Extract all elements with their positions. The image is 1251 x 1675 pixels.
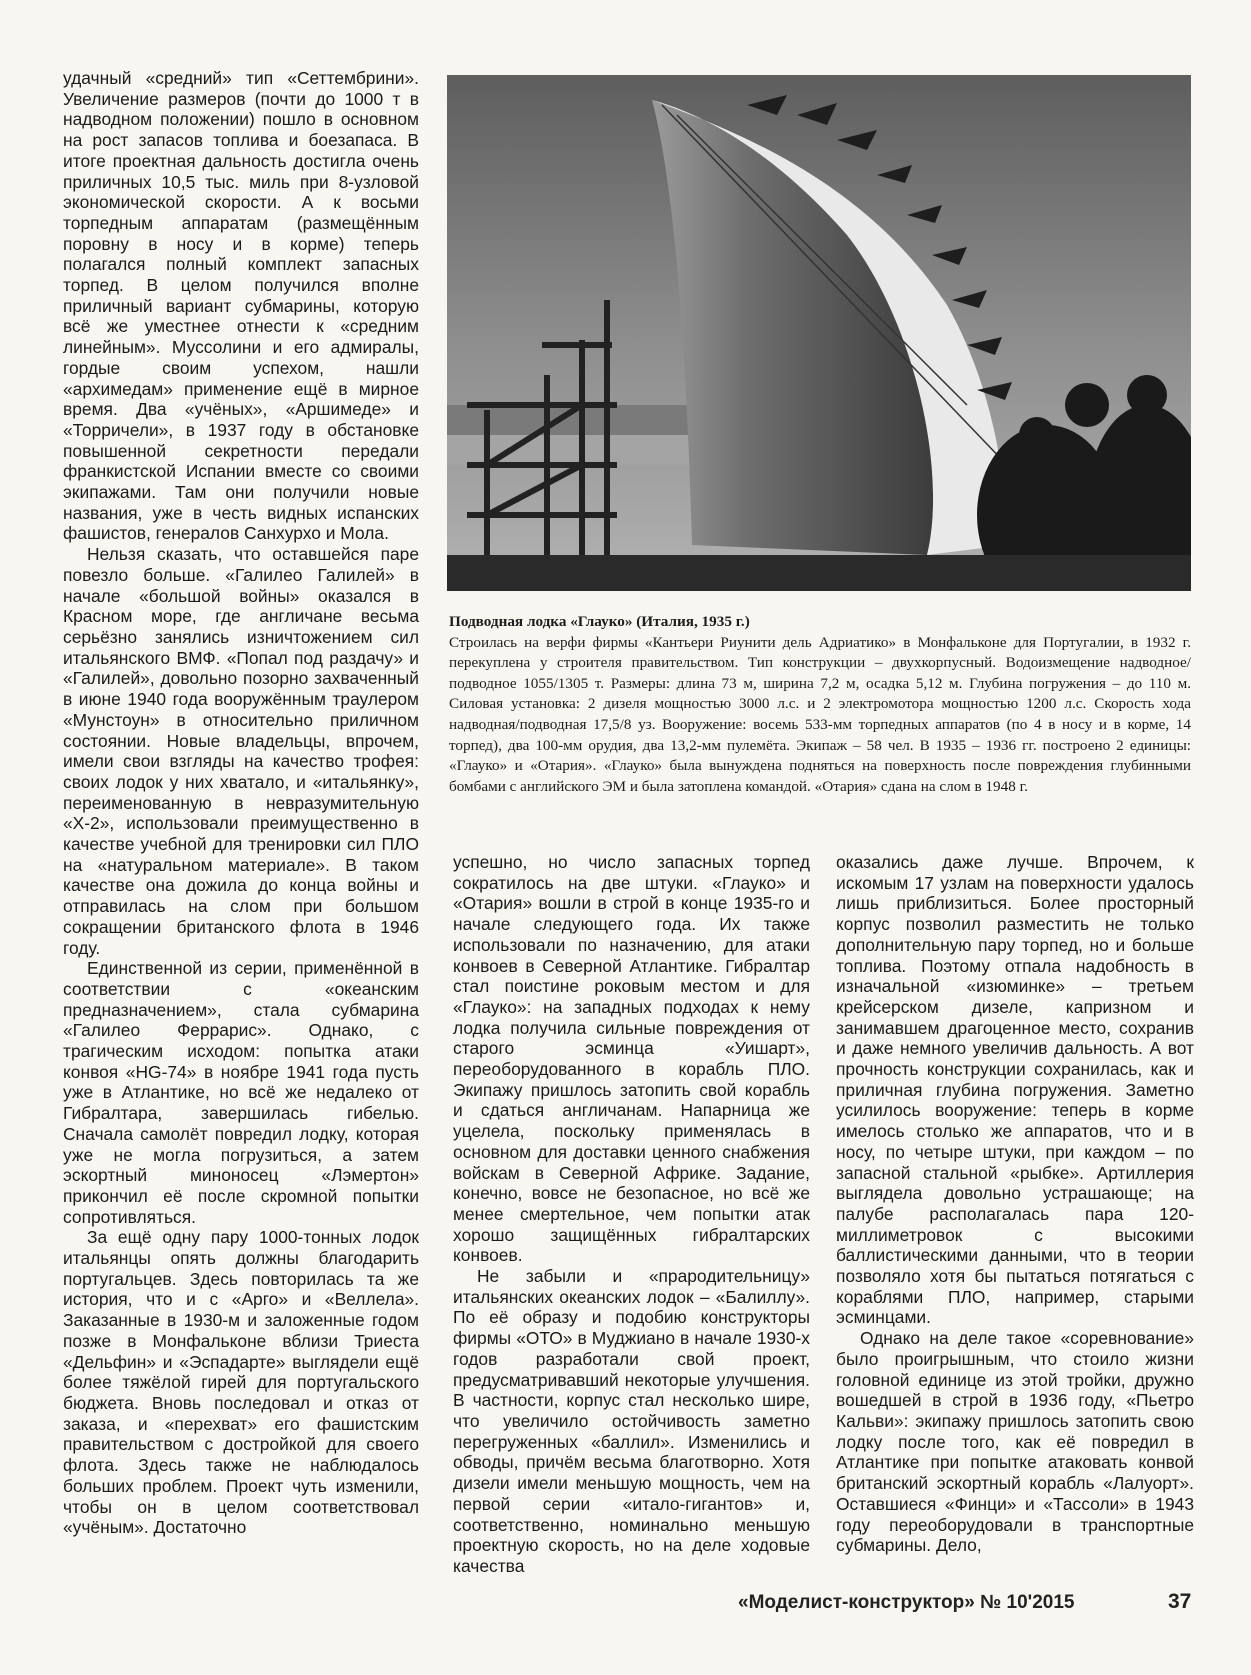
paragraph: Единственной из серии, применённой в соответствии с «океанским предназначением», стала субмарина «Галилео Феррарис». Однако, с трагическим исходом: попытка атаки конвоя «HG-74» в ноябре 1941 года пусть уже в Атлантике, но всё же недалеко от Гибралтара, завершилась гибелью. Сначала самолёт повредил лодку, которая уже не могла погрузиться, а затем эскортный миноносец «Лэмертон» прикончил её после скромной попытки сопротивляться. [63, 958, 419, 1227]
page-number: 37 [1168, 1590, 1192, 1613]
caption-text: Строилась на верфи фирмы «Кантьери Риунити дель Адриатико» в Монфальконе для Португалии, в 1932 г. перекуплена у строителя правительством. Тип конструкции – двухкорпусный. Водоизмещение надводное/подводное 1055/1305 т. Размеры: длина 73 м, ширина 7,2 м, осадка 5,12 м. Глубина погружения – до 110 м. Силовая установка: 2 дизеля мощностью 3000 л.с. и 2 электромотора мощностью 1200 л.с. Скорость хода надводная/подводная 17,5/8 уз. Вооружение: восемь 533-мм торпедных аппаратов (по 4 в носу и в корме, 14 торпед), два 100-мм орудия, два 13,2-мм пулемёта. Экипаж – 58 чел. В 1935 – 1936 гг. построено 2 единицы: «Глауко» и «Отария». «Глауко» была вынуждена подняться на поверхность после повреждения глубинными бомбами с английского ЭМ и была затоплена командой. «Отария» сдана на слом в 1948 г. [449, 633, 1191, 795]
paragraph: За ещё одну пару 1000-тонных лодок итальянцы опять должны благодарить португальцев. Здесь повторилась та же история, что и с «Арго» и «Веллела». Заказанные в 1930-м и заложенные годом позже в Монфальконе вблизи Триеста «Дельфин» и «Эспадарте» выглядели ещё более тяжёлой гирей для португальского бюджета. Вновь последовал и отказ от заказа, и «перехват» его фашистским правительством с достройкой для своего флота. Здесь также не наблюдалось больших проблем. Проект чуть изменили, чтобы он в целом соответствовал «учёным». Достаточно [63, 1227, 419, 1538]
caption-title: Подводная лодка «Глауко» (Италия, 1935 г.) [449, 613, 750, 630]
left-text-column [63, 68, 419, 1538]
paragraph: Однако на деле такое «соревнование» было проигрышным, что стоило жизни головной единице из этой тройки, дружно вошедшей в строй в 1936 году, «Пьетро Кальви»: экипажу пришлось затопить свою лодку после того, как её повредил в Атлантике при попытке атаковать конвой британский эскортный корабль «Лалуорт». Оставшиеся «Финци» и «Тассоли» в 1943 году переоборудовали в транспортные субмарины. Дело, [836, 1328, 1194, 1556]
paragraph: удачный «средний» тип «Сеттембрини». Увеличение размеров (почти до 1000 т в надводном положении) пошло в основном на рост запасов топлива и боезапаса. В итоге проектная дальность достигла очень приличных 10,5 тыс. миль при 8-узловой экономической скорости. А к восьми торпедным аппаратам (размещённым поровну в носу и в корме) теперь полагался полный комплект запасных торпед. В целом получился вполне приличный вариант субмарины, которую всё же уместнее отнести к «средним линейным». Муссолини и его адмиралы, гордые своим успехом, нашли «архимедам» применение ещё в мирное время. Два «учёных», «Аршимеде» и «Торричели», в 1937 году в обстановке повышенной секретности передали франкистской Испании вместе со своими экипажами. Там они получили новые названия, уже в честь видных испанских фашистов, генералов Санхурхо и Мола. [63, 68, 419, 544]
right-text-column [836, 852, 1194, 1556]
paragraph: оказались даже лучше. Впрочем, к искомым 17 узлам на поверхности удалось лишь приблизиться. Более просторный корпус позволил разместить не только дополнительную пару торпед, но и больше топлива. Поэтому отпала надобность в изначальной «изюминке» – третьем крейсерском дизеле, капризном и занимавшем драгоценное место, сохранив и даже немного увеличив дальность. А вот прочность конструкции сохранилась, как и приличная глубина погружения. Заметно усилилось вооружение: теперь в корме имелось столько же аппаратов, что и в носу, по четыре штуки, при каждом – по запасной стальной «рыбке». Артиллерия выглядела довольно устрашающе; на палубе располагалась пара 120-миллиметровок с высокими баллистическими данными, что в теории позволяло хотя бы пытаться потягаться с кораблями ПЛО, например, старыми эсминцами. [836, 852, 1194, 1328]
submarine-launch-photo [447, 75, 1191, 591]
paragraph: Нельзя сказать, что оставшейся паре повезло больше. «Галилео Галилей» в начале «большой войны» оказался в Красном море, где англичане весьма серьёзно занялись изничтожением сил итальянского ВМФ. «Попал под раздачу» и «Галилей», довольно позорно захваченный в июне 1940 года вооружённым траулером «Мунстоун» в относительно приличном состоянии. Новые владельцы, впрочем, имели свои взгляды на качество трофея: своих лодок у них хватало, и «итальянку», переименованную в невразумительную «Х-2», использовали преимущественно в качестве учебной для тренировки сил ПЛО на «натуральном материале». В таком качестве она дожила до конца войны и отправилась на слом при большом сокращении британского флота в 1946 году. [63, 544, 419, 958]
paragraph: успешно, но число запасных торпед сократилось на две штуки. «Глауко» и «Отария» вошли в строй в конце 1935-го и начале следующего года. Их также использовали по назначению, для атаки конвоев в Северной Атлантике. Гибралтар стал поистине роковым местом и для «Глауко»: на западных подходах к нему лодка получила сильные повреждения от старого эсминца «Уишарт», переоборудованного в корабль ПЛО. Экипажу пришлось затопить свой корабль и сдаться англичанам. Напарница же уцелела, поскольку применялась в основном для доставки ценного снабжения войскам в Северной Африке. Задание, конечно, вовсе не безопасное, но всё же менее смертельное, чем попытки атак хорошо защищённых гибралтарских конвоев. [453, 852, 810, 1266]
paragraph: Не забыли и «прародительницу» итальянских океанских лодок – «Балиллу». По её образу и подобию конструкторы фирмы «ОТО» в Муджиано в начале 1930-х годов разработали свой проект, предусматривавший некоторые улучшения. В частности, корпус стал несколько шире, что увеличило остойчивость заметно перегруженных «баллил». Изменились и обводы, причём весьма благотворно. Хотя дизели имели меньшую мощность, чем на первой серии «итало-гигантов» и, соответственно, номинально меньшую проектную скорость, но на деле ходовые качества [453, 1266, 810, 1576]
magazine-footer: «Моделист-конструктор» № 10'2015 [738, 1592, 1075, 1613]
middle-text-column [453, 852, 810, 1577]
photo-caption [449, 612, 1191, 797]
